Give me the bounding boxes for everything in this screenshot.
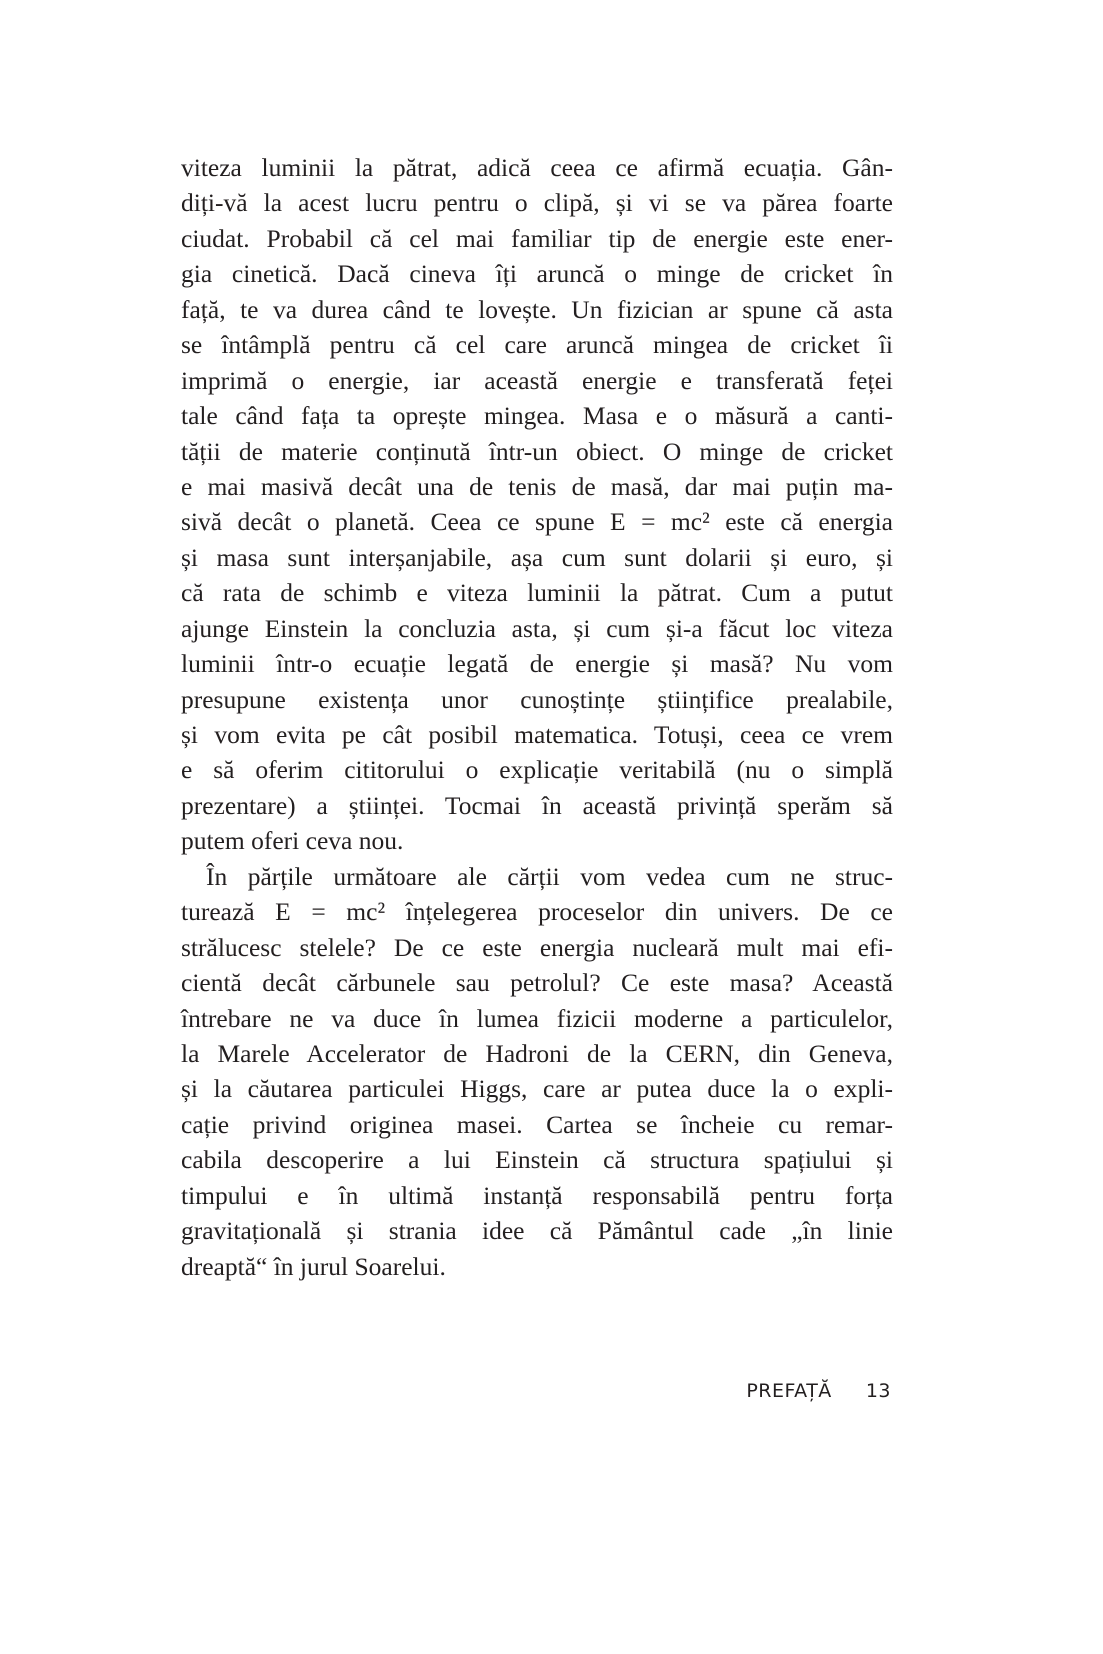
- text-line: viteza luminii la pătrat, adică ceea ce afirmă ecuația. Gân-: [181, 153, 893, 182]
- text-line: imprimă o energie, iar această energie e transferată feței: [181, 365, 893, 395]
- text-line: timpului e în ultimă instanță responsabilă pentru forța: [181, 1180, 893, 1210]
- text-line: ciudat. Probabil că cel mai familiar tip de energie este ener-: [181, 223, 893, 253]
- text-line: cientă decât cărbunele sau petrolul? Ce este masa? Această: [181, 968, 893, 998]
- text-line: tății de materie conținută într-un obiect. O minge de cricket: [181, 436, 893, 466]
- text-line: presupune existența unor cunoștințe științifice prealabile,: [181, 684, 893, 714]
- text-line: turează E = mc² înțelegerea proceselor din univers. De ce: [181, 897, 893, 927]
- page-number: 13: [865, 1380, 891, 1402]
- text-line: la Marele Accelerator de Hadroni de la CERN, din Geneva,: [181, 1038, 893, 1068]
- text-line: se întâmplă pentru că cel care aruncă mingea de cricket îi: [181, 330, 893, 360]
- text-line: În părțile următoare ale cărții vom vedea cum ne struc-: [206, 861, 893, 891]
- book-page-body: [181, 150, 893, 1284]
- text-line: prezentare) a științei. Tocmai în această privință sperăm să: [181, 790, 893, 820]
- page-footer: [746, 1380, 891, 1402]
- text-line: luminii într-o ecuație legată de energie și masă? Nu vom: [181, 649, 893, 679]
- running-head: PREFAȚĂ: [746, 1380, 832, 1402]
- text-line: strălucesc stelele? De ce este energia nucleară mult mai efi-: [181, 932, 893, 962]
- text-line: și vom evita pe cât posibil matematica. Totuși, ceea ce vrem: [181, 720, 893, 749]
- paragraph: [181, 859, 893, 1284]
- text-line: întrebare ne va duce în lumea fizicii moderne a particulelor,: [181, 1003, 893, 1033]
- text-line: e să oferim cititorului o explicație veritabilă (nu o simplă: [181, 755, 893, 785]
- text-line: gia cinetică. Dacă cineva îți aruncă o minge de cricket în: [181, 259, 893, 289]
- paragraph: [181, 150, 893, 859]
- text-line: și la căutarea particulei Higgs, care ar putea duce la o expli-: [181, 1074, 893, 1104]
- text-line: diți-vă la acest lucru pentru o clipă, și vi se va părea foarte: [181, 188, 893, 218]
- text-line: e mai masivă decât una de tenis de masă, dar mai puțin ma-: [181, 471, 893, 501]
- text-line: că rata de schimb e viteza luminii la pătrat. Cum a putut: [181, 578, 893, 608]
- text-line: și masa sunt interșanjabile, așa cum sunt dolarii și euro, și: [181, 542, 893, 572]
- text-line: cabila descoperire a lui Einstein că structura spațiului și: [181, 1145, 893, 1175]
- text-line: ajunge Einstein la concluzia asta, și cum și-a făcut loc viteza: [181, 613, 893, 643]
- text-line: sivă decât o planetă. Ceea ce spune E = mc² este că energia: [181, 507, 893, 537]
- text-line: dreaptă“ în jurul Soarelui.: [181, 1251, 446, 1281]
- text-line: cație privind originea masei. Cartea se încheie cu remar-: [181, 1109, 893, 1139]
- text-line: putem oferi ceva nou.: [181, 826, 404, 856]
- text-line: față, te va durea când te lovește. Un fizician ar spune că asta: [181, 294, 893, 324]
- text-line: tale când fața ta oprește mingea. Masa e o măsură a canti-: [181, 401, 893, 431]
- text-line: gravitațională și strania idee că Pământul cade „în linie: [181, 1216, 893, 1246]
